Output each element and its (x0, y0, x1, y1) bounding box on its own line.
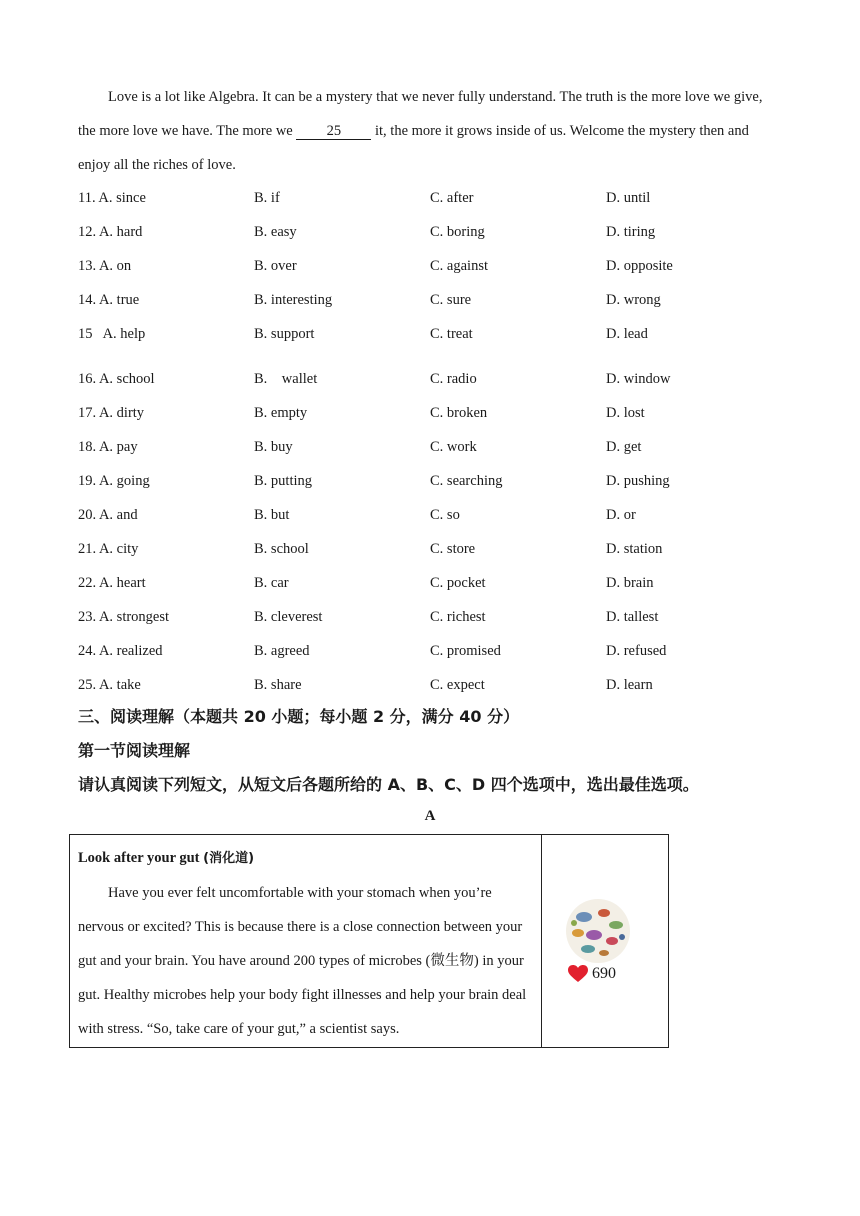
option-row (78, 290, 778, 310)
option-a: 20. A. and (78, 507, 138, 523)
option-d: D. lost (606, 405, 645, 421)
option-c: C. so (430, 507, 460, 523)
option-b: B. buy (254, 439, 293, 455)
option-row (78, 324, 778, 344)
option-row (78, 641, 778, 661)
option-c: C. against (430, 258, 488, 274)
option-d: D. tallest (606, 609, 659, 625)
option-d: D. get (606, 439, 642, 455)
option-b: B. car (254, 575, 289, 591)
option-a: 23. A. strongest (78, 609, 170, 625)
option-a: 19. A. going (78, 473, 150, 489)
option-c: C. richest (430, 609, 486, 625)
option-c: C. radio (430, 371, 477, 387)
option-row (78, 471, 778, 491)
option-a: 13. A. on (78, 258, 132, 274)
option-b: B. empty (254, 405, 308, 421)
option-b: B. agreed (254, 643, 310, 659)
option-d: D. wrong (606, 292, 661, 308)
option-row (78, 505, 778, 525)
option-b: B. cleverest (254, 609, 323, 625)
option-c: C. after (430, 190, 474, 206)
option-a: 14. A. true (78, 292, 140, 308)
option-b: B. putting (254, 473, 313, 489)
subsection-heading: 第一节阅读理解 (78, 741, 191, 760)
option-a: 17. A. dirty (78, 405, 145, 421)
likes-counter[interactable] (568, 965, 616, 983)
option-c: C. promised (430, 643, 501, 659)
answer-blank: 25 (296, 123, 371, 140)
option-row (78, 369, 778, 389)
heart-icon (568, 965, 588, 983)
option-a: 25. A. take (78, 677, 141, 693)
card-body: Have you ever felt uncomfortable with your stomach when you’re nervous or excited? This is because there is a close connection between your gut and your brain. You have around 200 types of microbes (微生物) in your gut. Healthy microbes help your body fight illnesses and help your brain deal with stress. “So, take care of your gut,” a scientist says. (78, 885, 527, 1037)
option-row (78, 403, 778, 423)
option-d: D. learn (606, 677, 653, 693)
option-a: 18. A. pay (78, 439, 138, 455)
microbes-illustration (558, 895, 638, 967)
option-c: C. pocket (430, 575, 486, 591)
option-row (78, 607, 778, 627)
instruction-text: 请认真阅读下列短文，从短文后各题所给的 A、B、C、D 四个选项中，选出最佳选项。 (78, 775, 699, 794)
article-card (69, 834, 669, 1048)
passage-text-2: it, the more it grows inside of us. Welcome the mystery then and enjoy all the riches of love. (78, 123, 749, 173)
option-b: B. share (254, 677, 302, 693)
option-d: D. brain (606, 575, 654, 591)
option-d: D. until (606, 190, 651, 206)
option-c: C. searching (430, 473, 503, 489)
option-a: 21. A. city (78, 541, 139, 557)
card-text (78, 843, 534, 1046)
card-image-cell (542, 835, 670, 1047)
passage-paragraph (78, 80, 768, 182)
option-c: C. broken (430, 405, 488, 421)
option-a: 11. A. since (78, 190, 146, 206)
option-row (78, 222, 778, 242)
option-row (78, 573, 778, 593)
option-c: C. expect (430, 677, 485, 693)
option-a: 24. A. realized (78, 643, 163, 659)
option-b: B. school (254, 541, 309, 557)
option-b: B. interesting (254, 292, 333, 308)
option-d: D. lead (606, 326, 648, 342)
card-title: Look after your gut (消化道) (78, 850, 255, 866)
option-b: B. wallet (254, 371, 318, 387)
option-c: C. sure (430, 292, 472, 308)
option-d: D. window (606, 371, 671, 387)
option-row (78, 256, 778, 276)
likes-count: 690 (592, 965, 616, 982)
option-c: C. treat (430, 326, 473, 342)
option-b: B. easy (254, 224, 297, 240)
option-c: C. boring (430, 224, 485, 240)
option-row (78, 437, 778, 457)
option-b: B. support (254, 326, 315, 342)
option-b: B. if (254, 190, 280, 206)
option-b: B. over (254, 258, 297, 274)
option-row (78, 539, 778, 559)
option-d: D. station (606, 541, 663, 557)
option-d: D. or (606, 507, 636, 523)
option-d: D. pushing (606, 473, 670, 489)
option-a: 15 A. help (78, 326, 146, 342)
option-c: C. store (430, 541, 476, 557)
passage-text-1: Love is a lot like Algebra. It can be a mystery that we never fully understand. The truth is the more love we give, the more love we have. The more we (78, 89, 763, 139)
option-d: D. tiring (606, 224, 656, 240)
option-c: C. work (430, 439, 477, 455)
passage-label: A (424, 808, 436, 824)
option-a: 22. A. heart (78, 575, 146, 591)
option-b: B. but (254, 507, 290, 523)
option-row (78, 675, 778, 695)
option-d: D. opposite (606, 258, 673, 274)
option-a: 16. A. school (78, 371, 155, 387)
option-d: D. refused (606, 643, 667, 659)
option-a: 12. A. hard (78, 224, 143, 240)
section-heading: 三、阅读理解（本题共 20 小题；每小题 2 分，满分 40 分） (78, 707, 520, 726)
option-row (78, 188, 778, 208)
